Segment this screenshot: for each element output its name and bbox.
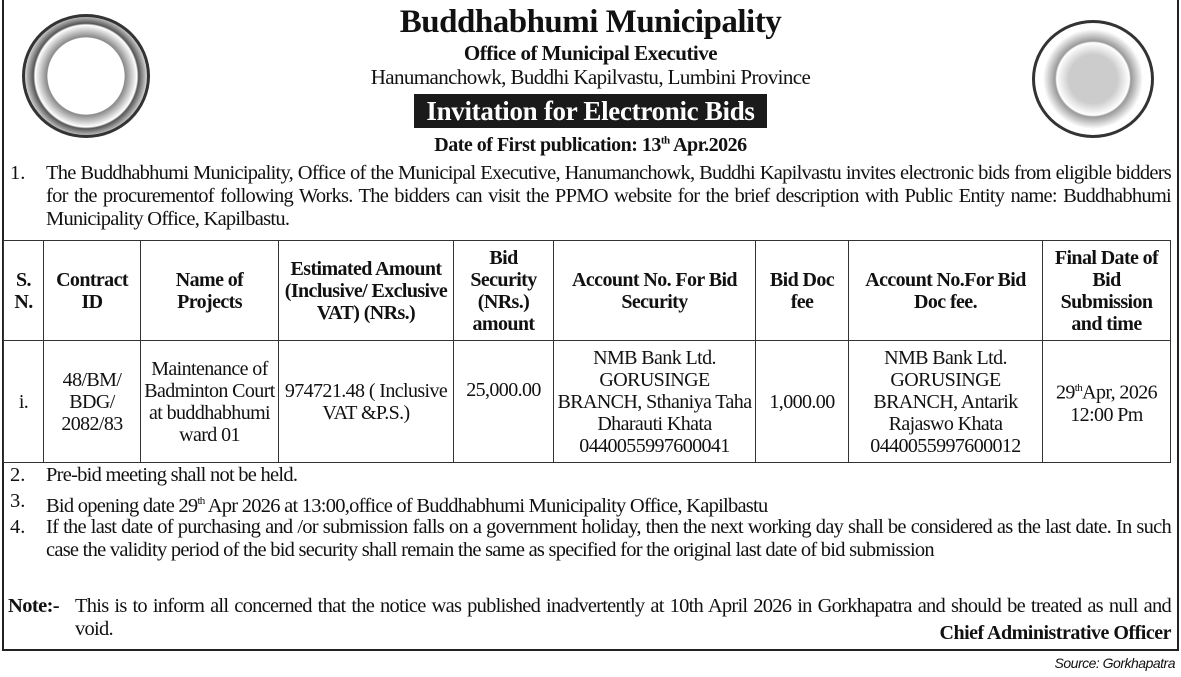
cell-bid-security: 25,000.00 [454,341,554,463]
col-header: Bid Security (NRs.) amount [454,241,554,341]
source-credit: Source: Gorkhapatra [1054,655,1175,671]
note-label: Note:- [8,595,60,617]
cell-amount: 974721.48 ( Inclusive VAT &P.S.) [279,341,454,463]
item-text: Pre-bid meeting shall not be held. [46,464,298,486]
cell-fee-account: NMB Bank Ltd. GORUSINGE BRANCH, Antarik Rajaswo Khata 0440055997600012 [849,341,1043,463]
col-header: Final Date of Bid Submission and time [1043,241,1171,341]
col-header: Estimated Amount (Inclusive/ Exclusive VAT) (NRs.) [279,241,454,341]
table-header-row [4,241,1171,341]
item-number: 2. [10,464,26,486]
cell-contract-id: 48/BM/ BDG/ 2082/83 [44,341,141,463]
notice-title: Invitation for Electronic Bids [0,94,1181,128]
item-text: If the last date of purchasing and /or submission falls on a government holiday, then the next working day shall be considered as the last date. In such case the validity period of the bid security shall remain the same as specified for the original last date of bid submission [46,516,1171,561]
cell-sn: i. [4,341,44,463]
municipality-title: Buddhabhumi Municipality [399,4,782,40]
col-header: Account No.For Bid Doc fee. [849,241,1043,341]
bid-table [3,240,1171,463]
item-number: 3. [10,490,26,512]
office-name: Office of Municipal Executive [463,41,718,65]
address: Hanumanchowk, Buddhi Kapilvastu, Lumbini Province [370,65,811,89]
item-number: 1. [10,162,26,184]
cell-doc-fee: 1,000.00 [756,341,849,463]
col-header: Name of Projects [141,241,279,341]
col-header: Contract ID [44,241,141,341]
item-text: Bid opening date 29th Apr 2026 at 13:00,office of Buddhabhumi Municipality Office, Kapilbastu [46,494,768,517]
signature: Chief Administrative Officer [939,622,1171,644]
publication-date: Date of First publication: 13th Apr.2026 [434,134,747,156]
col-header: S. N. [4,241,44,341]
cell-final-date: 29thApr, 2026 12:00 Pm [1043,341,1171,463]
table-row [4,341,1171,463]
col-header: Account No. For Bid Security [554,241,756,341]
note-text: This is to inform all concerned that the notice was published inadvertently at 10th April 2026 in Gorkhapatra and should be treated as null and void. [75,595,1171,640]
col-header: Bid Doc fee [756,241,849,341]
item-number: 4. [10,516,26,538]
cell-security-account: NMB Bank Ltd. GORUSINGE BRANCH, Sthaniya Taha Dharauti Khata 0440055997600041 [554,341,756,463]
cell-project: Maintenance of Badminton Court at buddhabhumi ward 01 [141,341,279,463]
item-text: The Buddhabhumi Municipality, Office of the Municipal Executive, Hanumanchowk, Buddhi Kapilvastu invites electronic bids from eligible bidders for the procurementof following Works. The bidders can visit the PPMO website for the brief description with Public Entity name: Buddhabhumi Municipality Office, Kapilbastu. [46,162,1171,230]
